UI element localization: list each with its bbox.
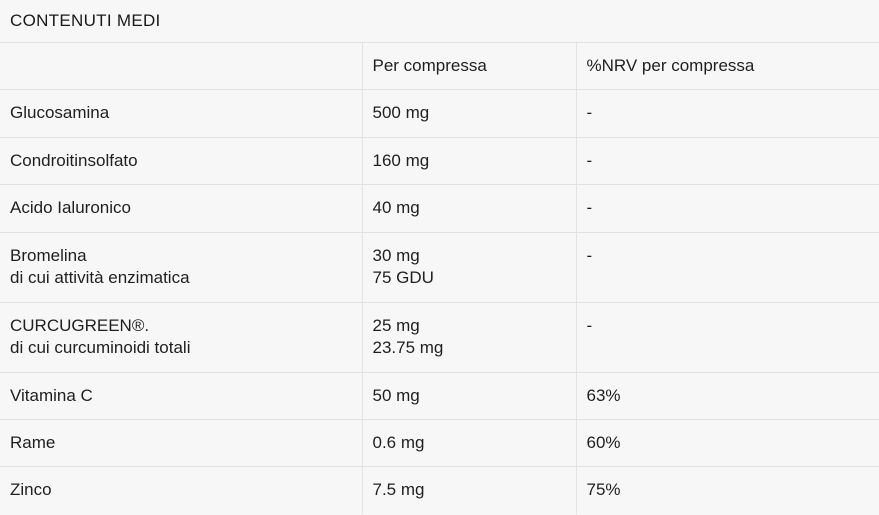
- cell-nrv: 63%: [576, 372, 879, 419]
- dose-value: 7.5 mg: [372, 480, 425, 500]
- dose-subvalue: 23.75 mg: [372, 338, 444, 358]
- nutrition-table: [0, 42, 879, 514]
- column-header-ingredient: [0, 43, 362, 90]
- cell-dose: [362, 185, 576, 232]
- ingredient-subnote: di cui attività enzimatica: [10, 268, 190, 288]
- ingredient-name: Vitamina C: [10, 385, 93, 405]
- cell-dose: [362, 467, 576, 514]
- table-row: [0, 467, 879, 514]
- dose-value: 0.6 mg: [372, 432, 425, 452]
- cell-dose: [362, 302, 576, 372]
- cell-nrv: 75%: [576, 467, 879, 514]
- cell-nrv: -: [576, 232, 879, 302]
- dose-value: 50 mg: [372, 385, 420, 405]
- cell-ingredient: [0, 185, 362, 232]
- cell-dose: [362, 372, 576, 419]
- ingredient-name: Glucosamina: [10, 103, 110, 123]
- table-header-row: [0, 43, 879, 90]
- table-row: [0, 419, 879, 466]
- ingredient-name: Rame: [10, 432, 56, 452]
- table-row: [0, 302, 879, 372]
- ingredient-subnote: di cui curcuminoidi totali: [10, 338, 191, 358]
- cell-ingredient: [0, 372, 362, 419]
- cell-dose: [362, 232, 576, 302]
- dose-value: 160 mg: [372, 150, 430, 170]
- cell-nrv: -: [576, 137, 879, 184]
- dose-subvalue: 75 GDU: [372, 268, 434, 288]
- dose-value: 40 mg: [372, 198, 420, 218]
- table-row: [0, 232, 879, 302]
- table-row: [0, 185, 879, 232]
- page-title: CONTENUTI MEDI: [10, 11, 161, 30]
- ingredient-name: Acido Ialuronico: [10, 198, 131, 218]
- ingredient-name: Bromelina: [10, 245, 87, 265]
- dose-value: 30 mg: [372, 245, 420, 265]
- cell-ingredient: [0, 137, 362, 184]
- table-row: [0, 90, 879, 137]
- cell-ingredient: [0, 302, 362, 372]
- cell-dose: [362, 137, 576, 184]
- cell-ingredient: [0, 232, 362, 302]
- table-row: [0, 137, 879, 184]
- cell-dose: [362, 419, 576, 466]
- cell-nrv: -: [576, 302, 879, 372]
- cell-nrv: -: [576, 185, 879, 232]
- ingredient-name: Zinco: [10, 480, 52, 500]
- table-row: [0, 372, 879, 419]
- cell-dose: [362, 90, 576, 137]
- dose-value: 25 mg: [372, 315, 420, 335]
- ingredient-name: CURCUGREEN®.: [10, 315, 150, 335]
- cell-nrv: -: [576, 90, 879, 137]
- column-header-nrv: %NRV per compressa: [576, 43, 879, 90]
- ingredient-name: Condroitinsolfato: [10, 150, 138, 170]
- column-header-per-tablet: Per compressa: [362, 43, 576, 90]
- dose-value: 500 mg: [372, 103, 430, 123]
- cell-nrv: 60%: [576, 419, 879, 466]
- cell-ingredient: [0, 90, 362, 137]
- cell-ingredient: [0, 419, 362, 466]
- cell-ingredient: [0, 467, 362, 514]
